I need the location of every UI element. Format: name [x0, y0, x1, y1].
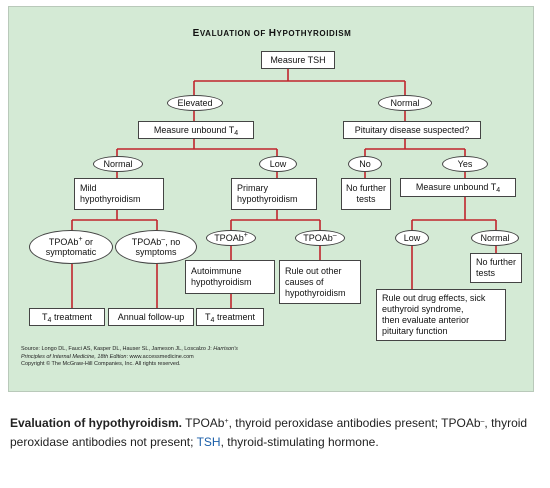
no-further-tests-box: No further tests [341, 178, 391, 210]
t4-treatment-left-box: $T_4$ treatment [29, 308, 105, 326]
normal-t4-oval: Normal [93, 156, 143, 172]
tpoab-positive-symptomatic-oval: TPOAb+ or symptomatic [29, 230, 113, 264]
low-t4-right-oval: Low [395, 230, 429, 246]
measure-unbound-t4-left-box: Measure unbound $T_4$ [138, 121, 254, 139]
low-t4-oval: Low [259, 156, 297, 172]
diagram-title: EVALUATION OF HYPOTHYROIDISM [192, 28, 352, 39]
tpoab-negative-oval: TPOAb– [295, 230, 345, 246]
figure-caption: Evaluation of hypothyroidism. TPOAb+, thyroid peroxidase antibodies present; TPOAb–, thyroid peroxidase antibodies not present; TSH, thyroid-stimulating hormone. [10, 416, 528, 449]
normal-tsh-oval: Normal [378, 95, 432, 111]
measure-unbound-t4-right-box: Measure unbound $T_4$ [400, 178, 516, 197]
pituitary-disease-box: Pituitary disease suspected? [343, 121, 481, 139]
autoimmune-hypothyroidism-box: Autoimmune hypothyroidism [185, 260, 275, 294]
mild-hypothyroidism-box: Mild hypothyroidism [74, 178, 164, 210]
tpoab-positive-oval: TPOAb+ [206, 230, 256, 246]
measure-tsh-box: Measure TSH [261, 51, 335, 69]
rule-out-drug-effects-box: Rule out drug effects, sick euthyroid syndrome, then evaluate anterior pituitary function [376, 289, 506, 341]
normal-t4-right-oval: Normal [471, 230, 519, 246]
caption-title: Evaluation of hypothyroidism. [10, 416, 183, 430]
yes-oval: Yes [442, 156, 488, 172]
elevated-oval: Elevated [167, 95, 223, 111]
no-oval: No [348, 156, 382, 172]
source-citation: Source: Longo DL, Fauci AS, Kasper DL, Hauser SL, Jameson JL, Loscalzo J: Harrison's Principles of Internal Medicine, 18th Edition: www.accessmedicine.com Copyright © The McGraw-Hill Companies, Inc. All rights reserved. [21, 346, 238, 367]
tsh-link[interactable]: TSH [196, 435, 221, 449]
annual-follow-up-box: Annual follow-up [108, 308, 194, 326]
primary-hypothyroidism-box: Primary hypothyroidism [231, 178, 317, 210]
no-further-tests-right-box: No further tests [470, 253, 522, 283]
t4-treatment-mid-box: $T_4$ treatment [196, 308, 264, 326]
tpoab-negative-no-symptoms-oval: TPOAb–, no symptoms [115, 230, 197, 264]
rule-out-other-causes-box: Rule out other causes of hypothyroidism [279, 260, 361, 304]
hypothyroidism-flowchart [8, 6, 534, 392]
